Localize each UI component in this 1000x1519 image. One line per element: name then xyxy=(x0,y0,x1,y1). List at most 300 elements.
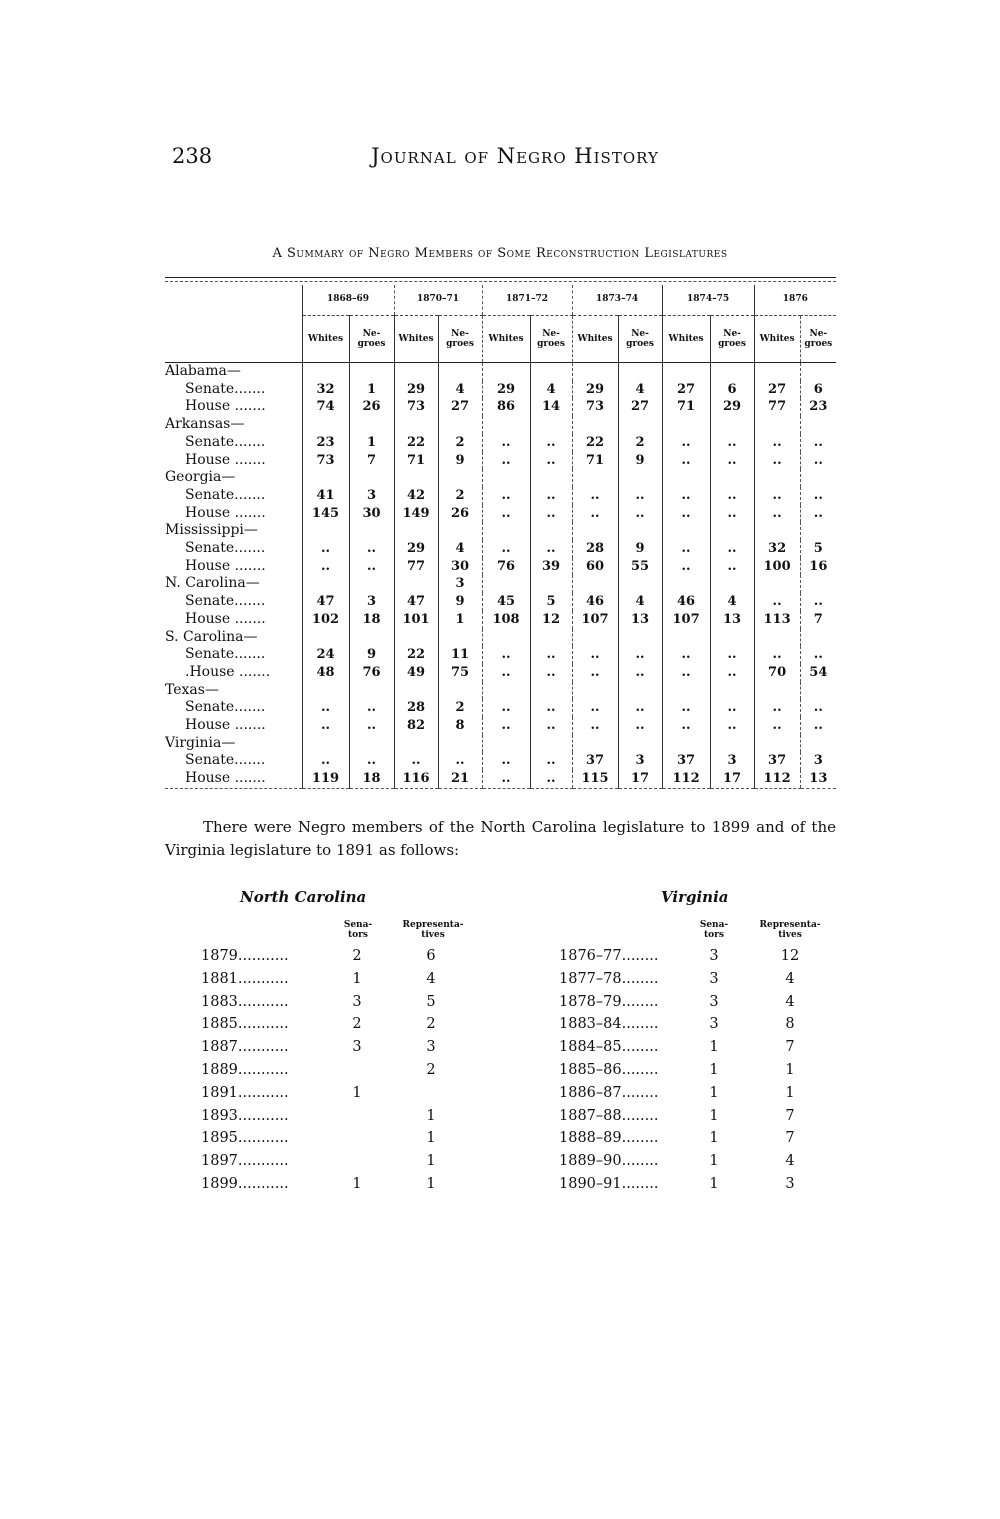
negroes-count: 4 xyxy=(710,593,754,611)
whites-count: .. xyxy=(754,717,800,735)
va-representatives-header: Representa-tives xyxy=(759,920,821,940)
table-cell-empty xyxy=(349,629,394,647)
session-year: 1879........... xyxy=(201,948,289,964)
period-header: 1874–75 xyxy=(662,285,754,316)
whites-count: .. xyxy=(302,558,349,576)
page-number: 238 xyxy=(172,144,213,168)
negroes-count: .. xyxy=(530,540,572,558)
senators-count: 2 xyxy=(352,948,362,964)
whites-count: 29 xyxy=(394,381,438,399)
whites-count: 73 xyxy=(302,452,349,470)
negroes-count: .. xyxy=(530,717,572,735)
table-cell-empty xyxy=(800,682,836,700)
table-row xyxy=(165,717,836,735)
whites-count: .. xyxy=(482,540,530,558)
table-cell-empty xyxy=(394,629,438,647)
state-row xyxy=(165,363,836,381)
chamber-label: House ....... xyxy=(185,504,266,521)
whites-count: .. xyxy=(662,717,710,735)
table-cell-empty xyxy=(572,735,618,753)
negroes-count: 75 xyxy=(438,664,482,682)
whites-count: 101 xyxy=(394,611,438,629)
negroes-count: 9 xyxy=(618,452,662,470)
negroes-count: .. xyxy=(800,593,836,611)
negroes-count: 16 xyxy=(800,558,836,576)
representatives-count: 1 xyxy=(426,1153,436,1170)
negroes-count: 18 xyxy=(349,770,394,788)
representatives-count: 5 xyxy=(426,993,436,1010)
table-row xyxy=(165,487,836,505)
whites-count: 77 xyxy=(394,558,438,576)
table-cell-empty xyxy=(572,629,618,647)
chamber-label: Senate....... xyxy=(185,593,266,610)
table-cell-empty xyxy=(710,735,754,753)
negroes-count: 17 xyxy=(618,770,662,788)
negroes-count: .. xyxy=(530,664,572,682)
negroes-count: 30 xyxy=(349,505,394,523)
whites-count: 145 xyxy=(302,505,349,523)
session-year: 1881........... xyxy=(201,970,289,987)
negroes-count: 4 xyxy=(438,381,482,399)
table-cell-empty xyxy=(710,416,754,434)
chamber-label: .House ....... xyxy=(185,663,271,680)
list-item xyxy=(559,1150,839,1173)
table-cell-empty xyxy=(754,629,800,647)
negroes-count: 18 xyxy=(349,611,394,629)
whites-count: .. xyxy=(662,664,710,682)
negroes-count: 3 xyxy=(349,487,394,505)
whites-count: 22 xyxy=(572,434,618,452)
representatives-count: 12 xyxy=(780,948,800,964)
negroes-count: 27 xyxy=(438,398,482,416)
representatives-count: 8 xyxy=(785,1016,795,1033)
table-cell-empty xyxy=(482,522,530,540)
table-cell-empty xyxy=(800,416,836,434)
whites-count: 70 xyxy=(754,664,800,682)
negroes-count: .. xyxy=(618,646,662,664)
negroes-header: Ne-groes xyxy=(438,316,482,363)
table-cell-empty xyxy=(710,522,754,540)
negroes-count: 4 xyxy=(618,593,662,611)
table-cell-empty xyxy=(438,469,482,487)
whites-count: 42 xyxy=(394,487,438,505)
table-row xyxy=(165,381,836,399)
table-caption: A Summary of Negro Members of Some Reconstruction Legislatures xyxy=(272,246,728,261)
negroes-count: 4 xyxy=(618,381,662,399)
table-cell-empty xyxy=(572,416,618,434)
state-row xyxy=(165,629,836,647)
subheader-row xyxy=(165,316,836,363)
whites-count: .. xyxy=(482,752,530,770)
negroes-count: .. xyxy=(800,699,836,717)
blank-header xyxy=(165,285,302,316)
list-item xyxy=(201,1059,481,1082)
negroes-count: 17 xyxy=(710,770,754,788)
representatives-count: 7 xyxy=(785,1107,795,1124)
senators-count: 3 xyxy=(352,1039,362,1056)
whites-count: 48 xyxy=(302,664,349,682)
whites-count: .. xyxy=(662,646,710,664)
table-cell-empty xyxy=(438,629,482,647)
nc-representatives-header: Representa-tives xyxy=(402,920,464,940)
list-item xyxy=(201,1082,481,1105)
table-cell-empty xyxy=(394,735,438,753)
table-cell-empty xyxy=(572,682,618,700)
table-cell-empty xyxy=(754,469,800,487)
negroes-count: .. xyxy=(618,699,662,717)
senators-count: 1 xyxy=(352,970,362,987)
whites-count: 32 xyxy=(302,381,349,399)
negroes-header: Ne-groes xyxy=(618,316,662,363)
state-name: Georgia— xyxy=(165,469,236,486)
negroes-count: 30 xyxy=(438,558,482,576)
state-name: Arkansas— xyxy=(165,416,245,433)
table-cell-empty xyxy=(662,363,710,381)
whites-count: 108 xyxy=(482,611,530,629)
table-cell-empty xyxy=(662,469,710,487)
negroes-count: .. xyxy=(349,752,394,770)
negroes-count: .. xyxy=(349,717,394,735)
table-cell-empty xyxy=(349,735,394,753)
senators-count: 1 xyxy=(709,1039,719,1056)
whites-count: .. xyxy=(662,452,710,470)
list-item xyxy=(559,1127,839,1150)
negroes-count: 14 xyxy=(530,398,572,416)
negroes-count: .. xyxy=(800,505,836,523)
negroes-count: .. xyxy=(710,664,754,682)
list-item xyxy=(559,991,839,1014)
period-header: 1870–71 xyxy=(394,285,482,316)
negroes-count: .. xyxy=(530,646,572,664)
whites-count: .. xyxy=(754,434,800,452)
senators-count: 3 xyxy=(352,993,362,1010)
chamber-label: House ....... xyxy=(185,610,266,627)
negroes-count: 11 xyxy=(438,646,482,664)
whites-header: Whites xyxy=(482,316,530,363)
state-name: Alabama— xyxy=(165,363,241,379)
negroes-header: Ne-groes xyxy=(800,316,836,363)
whites-count: 82 xyxy=(394,717,438,735)
negroes-count: 1 xyxy=(438,611,482,629)
negroes-count: .. xyxy=(349,540,394,558)
table-cell-empty xyxy=(394,522,438,540)
negroes-count: .. xyxy=(710,540,754,558)
whites-count: 73 xyxy=(572,398,618,416)
table-cell-empty xyxy=(710,682,754,700)
whites-count: .. xyxy=(572,664,618,682)
whites-count: 116 xyxy=(394,770,438,788)
whites-count: 115 xyxy=(572,770,618,788)
negroes-count: 2 xyxy=(438,434,482,452)
whites-count: 149 xyxy=(394,505,438,523)
whites-count: .. xyxy=(662,434,710,452)
whites-count: .. xyxy=(572,699,618,717)
representatives-count: 4 xyxy=(785,970,795,987)
whites-count: 29 xyxy=(572,381,618,399)
whites-count: .. xyxy=(572,717,618,735)
representatives-count: 3 xyxy=(785,1176,795,1192)
representatives-count: 2 xyxy=(426,1062,436,1078)
session-year: 1895........... xyxy=(201,1130,289,1147)
whites-count: 86 xyxy=(482,398,530,416)
whites-count: .. xyxy=(572,505,618,523)
representatives-count: 1 xyxy=(785,1084,795,1101)
whites-header: Whites xyxy=(572,316,618,363)
table-cell-empty xyxy=(302,363,349,381)
chamber-label: House ....... xyxy=(185,398,266,415)
negroes-count: 13 xyxy=(710,611,754,629)
table-row xyxy=(165,398,836,416)
chamber-label: Senate....... xyxy=(185,433,266,450)
whites-count: 119 xyxy=(302,770,349,788)
table-row xyxy=(165,434,836,452)
table-row xyxy=(165,646,836,664)
whites-count: 71 xyxy=(662,398,710,416)
senators-count: 1 xyxy=(709,1107,719,1124)
table-cell-empty xyxy=(302,735,349,753)
whites-header: Whites xyxy=(302,316,349,363)
list-item xyxy=(559,1105,839,1128)
table-cell-empty xyxy=(482,629,530,647)
negroes-count: 4 xyxy=(530,381,572,399)
table-cell xyxy=(618,575,662,593)
session-year: 1889–90........ xyxy=(559,1153,659,1170)
negroes-count: 7 xyxy=(800,611,836,629)
representatives-count: 6 xyxy=(426,948,436,964)
session-year: 1883........... xyxy=(201,993,289,1010)
table-cell-empty xyxy=(662,682,710,700)
whites-count: .. xyxy=(482,770,530,788)
negroes-count: 5 xyxy=(530,593,572,611)
negroes-count: 9 xyxy=(438,593,482,611)
negroes-count: 27 xyxy=(618,398,662,416)
table-cell-empty xyxy=(618,469,662,487)
state-name: Mississippi— xyxy=(165,522,258,539)
state-row xyxy=(165,575,836,593)
table-top-rule-2 xyxy=(165,281,836,282)
representatives-count: 4 xyxy=(785,993,795,1010)
table-cell-empty xyxy=(394,682,438,700)
table-cell-empty xyxy=(394,416,438,434)
whites-count: .. xyxy=(482,646,530,664)
state-name: Virginia— xyxy=(165,734,236,751)
negroes-header: Ne-groes xyxy=(349,316,394,363)
negroes-count: .. xyxy=(349,558,394,576)
whites-count: .. xyxy=(482,699,530,717)
negroes-count: 2 xyxy=(618,434,662,452)
whites-count: .. xyxy=(754,452,800,470)
whites-count: 100 xyxy=(754,558,800,576)
chamber-label: Senate....... xyxy=(185,486,266,503)
negroes-count: .. xyxy=(800,646,836,664)
table-cell xyxy=(800,575,836,593)
table-cell-empty xyxy=(662,735,710,753)
state-name: Texas— xyxy=(165,681,219,698)
whites-count: .. xyxy=(662,540,710,558)
table-row xyxy=(165,593,836,611)
whites-count: .. xyxy=(482,505,530,523)
whites-count: 22 xyxy=(394,646,438,664)
negroes-count: .. xyxy=(530,487,572,505)
list-item xyxy=(201,1013,481,1036)
whites-count: .. xyxy=(572,487,618,505)
negroes-header: Ne-groes xyxy=(530,316,572,363)
negroes-count: 39 xyxy=(530,558,572,576)
whites-count: 113 xyxy=(754,611,800,629)
negroes-count: 76 xyxy=(349,664,394,682)
table-row xyxy=(165,505,836,523)
table-cell-empty xyxy=(800,735,836,753)
table-cell-empty xyxy=(530,682,572,700)
virginia-list xyxy=(559,945,839,1205)
negroes-count: 13 xyxy=(618,611,662,629)
whites-count: 47 xyxy=(394,593,438,611)
session-year: 1877–78........ xyxy=(559,970,659,987)
table-cell-empty xyxy=(349,682,394,700)
negroes-count: .. xyxy=(530,699,572,717)
table-cell xyxy=(572,575,618,593)
session-year: 1899........... xyxy=(201,1176,289,1192)
negroes-count: .. xyxy=(530,770,572,788)
whites-count: .. xyxy=(302,752,349,770)
senators-count: 3 xyxy=(709,970,719,987)
list-item xyxy=(559,1013,839,1036)
session-year: 1890–91........ xyxy=(559,1176,659,1192)
period-header-row xyxy=(165,285,836,316)
north-carolina-list xyxy=(201,945,481,1205)
session-year: 1876–77........ xyxy=(559,948,659,964)
table-cell-empty xyxy=(530,363,572,381)
state-row xyxy=(165,522,836,540)
table-cell-empty xyxy=(438,363,482,381)
representatives-count: 3 xyxy=(426,1039,436,1056)
table-row xyxy=(165,752,836,770)
negroes-count: 3 xyxy=(710,752,754,770)
whites-count: .. xyxy=(662,558,710,576)
table-cell-empty xyxy=(572,363,618,381)
whites-count: .. xyxy=(754,646,800,664)
negroes-count: .. xyxy=(618,505,662,523)
whites-count: .. xyxy=(572,646,618,664)
negroes-count: .. xyxy=(710,558,754,576)
blank-header xyxy=(165,316,302,363)
table-cell-empty xyxy=(302,682,349,700)
whites-count: 22 xyxy=(394,434,438,452)
table-cell-empty xyxy=(710,629,754,647)
table-cell-empty xyxy=(800,629,836,647)
negroes-count: .. xyxy=(710,452,754,470)
table-cell-empty xyxy=(482,735,530,753)
whites-count: 77 xyxy=(754,398,800,416)
whites-count: 112 xyxy=(754,770,800,788)
representatives-count: 7 xyxy=(785,1130,795,1147)
whites-count: 41 xyxy=(302,487,349,505)
negroes-count: 9 xyxy=(438,452,482,470)
table-cell xyxy=(394,575,438,593)
table-cell-empty xyxy=(438,735,482,753)
representatives-count: 7 xyxy=(785,1039,795,1056)
negroes-count: 3 xyxy=(349,593,394,611)
table-row xyxy=(165,558,836,576)
table-cell-empty xyxy=(482,416,530,434)
whites-count: 76 xyxy=(482,558,530,576)
negroes-count: .. xyxy=(530,434,572,452)
north-carolina-title: North Carolina xyxy=(240,888,367,906)
table-cell-empty xyxy=(530,416,572,434)
whites-count: 27 xyxy=(754,381,800,399)
list-item xyxy=(201,968,481,991)
whites-count: 107 xyxy=(572,611,618,629)
table-row xyxy=(165,611,836,629)
table-cell-empty xyxy=(800,363,836,381)
negroes-count: 3 xyxy=(800,752,836,770)
negroes-count: .. xyxy=(618,717,662,735)
list-item xyxy=(201,1150,481,1173)
table-row xyxy=(165,770,836,788)
session-year: 1888–89........ xyxy=(559,1130,659,1147)
session-year: 1883–84........ xyxy=(559,1016,659,1033)
whites-count: .. xyxy=(754,699,800,717)
table-cell-empty xyxy=(349,522,394,540)
list-item xyxy=(201,1105,481,1128)
negroes-count: 9 xyxy=(618,540,662,558)
va-senators-header: Sena-tors xyxy=(699,920,729,940)
whites-count: .. xyxy=(482,452,530,470)
senators-count: 1 xyxy=(709,1062,719,1078)
whites-count: .. xyxy=(302,699,349,717)
table-row xyxy=(165,540,836,558)
table-cell-empty xyxy=(618,363,662,381)
table-cell-empty xyxy=(754,735,800,753)
state-name: S. Carolina— xyxy=(165,628,258,645)
state-name: N. Carolina— xyxy=(165,575,260,592)
table-cell-empty xyxy=(710,363,754,381)
table-cell-empty xyxy=(438,416,482,434)
table-row xyxy=(165,452,836,470)
table-cell-empty xyxy=(482,363,530,381)
session-year: 1891........... xyxy=(201,1084,289,1101)
whites-count: 37 xyxy=(754,752,800,770)
whites-count: .. xyxy=(754,593,800,611)
table-cell-empty xyxy=(394,363,438,381)
whites-count: .. xyxy=(482,487,530,505)
negroes-count: .. xyxy=(800,434,836,452)
negroes-count: .. xyxy=(800,717,836,735)
negroes-count: 12 xyxy=(530,611,572,629)
whites-count: 46 xyxy=(662,593,710,611)
list-item xyxy=(559,945,839,968)
negroes-count: 1 xyxy=(349,434,394,452)
negroes-count: .. xyxy=(800,487,836,505)
representatives-count: 1 xyxy=(785,1062,795,1078)
negroes-count: 54 xyxy=(800,664,836,682)
chamber-label: Senate....... xyxy=(185,380,266,397)
table-cell-empty xyxy=(349,469,394,487)
negroes-count: 7 xyxy=(349,452,394,470)
table-cell-empty xyxy=(800,469,836,487)
whites-count: .. xyxy=(482,434,530,452)
table-cell-empty xyxy=(302,522,349,540)
list-item xyxy=(201,945,481,968)
nc-senators-header: Sena-tors xyxy=(343,920,373,940)
table-cell-empty xyxy=(482,682,530,700)
negroes-count: .. xyxy=(710,505,754,523)
session-year: 1887........... xyxy=(201,1039,289,1056)
whites-count: 74 xyxy=(302,398,349,416)
table-cell-empty xyxy=(438,522,482,540)
negroes-count: 6 xyxy=(800,381,836,399)
session-year: 1884–85........ xyxy=(559,1039,659,1056)
